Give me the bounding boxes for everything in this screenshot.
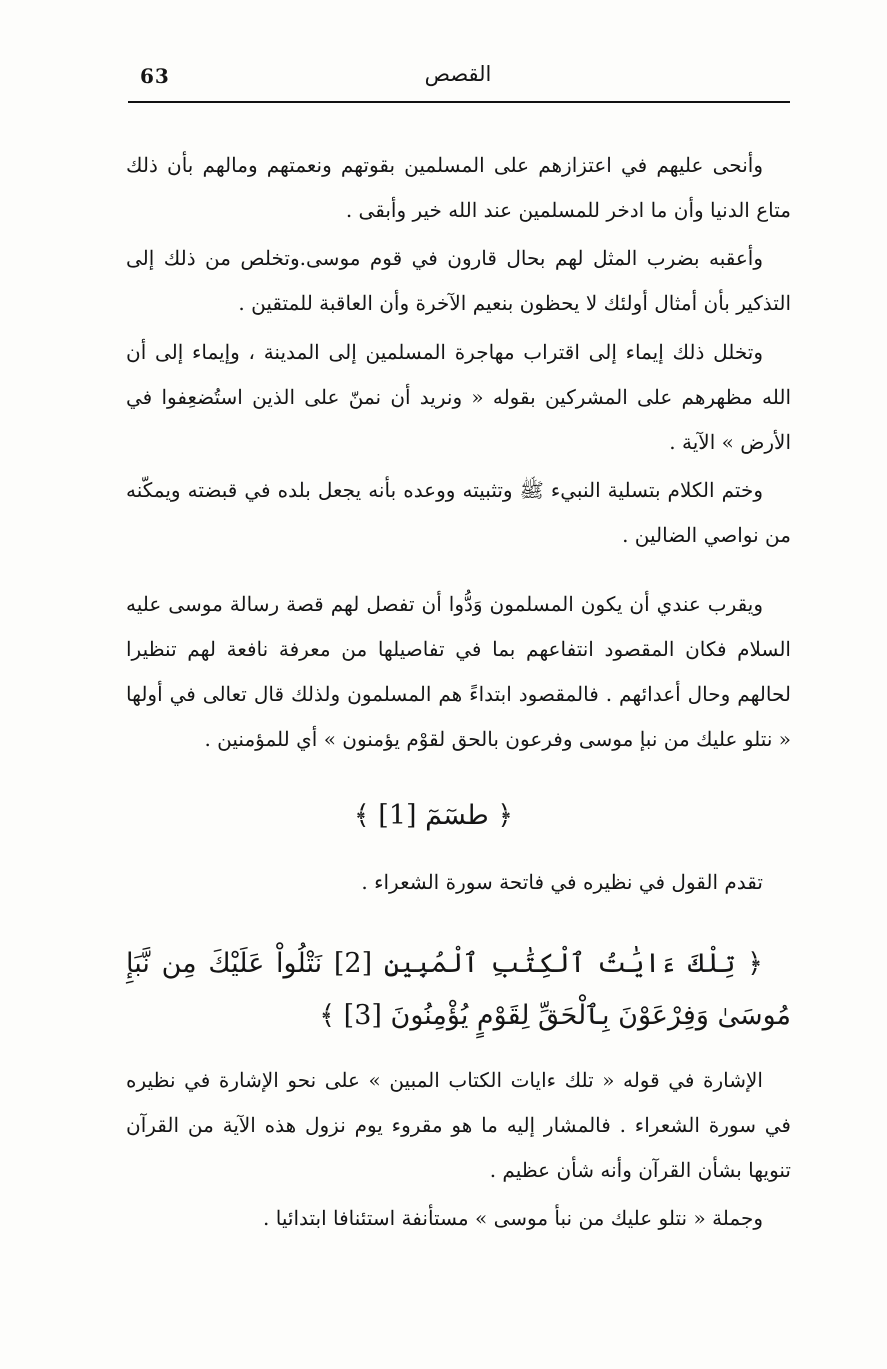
- paragraph-3: وتخلل ذلك إيماء إلى اقتراب مهاجرة المسلمين إلى المدينة ، وإيماء إلى أن الله مظهرهم على المشركين بقوله « ونريد أن نمنّ على الذين استُضعِفوا في الأرض » الآية .: [126, 340, 791, 454]
- paragraph-4: وختم الكلام بتسلية النبيء ﷺ وتثبيته ووعده بأنه يجعل بلده في قبضته ويمكّنه من نواصي الضالين .: [126, 478, 791, 547]
- verse-1: ﴿ طسٓمٓ [1] ﴾: [353, 800, 514, 831]
- paragraph-2: وأعقبه بضرب المثل لهم بحال قارون في قوم موسى.وتخلص من ذلك إلى التذكير بأن أمثال أولئك لا يحظون بنعيم الآخرة وأن العاقبة للمتقين .: [126, 246, 791, 315]
- paragraph-5: ويقرب عندي أن يكون المسلمون وَدُّوا أن تفصل لهم قصة رسالة موسى عليه السلام فكان المقصود انتفاعهم بما في تفاصيلها من معرفة نافعة لهم تنظيرا لحالهم وحال أعدائهم . فالمقصود ابتداءً هم المسلمون ولذلك قال تعالى في أولها « نتلو عليك من نبإ موسى وفرعون بالحق لقوْم يؤمنون » أي للمؤمنين .: [126, 592, 791, 751]
- paragraph-1: وأنحى عليهم في اعتزازهم على المسلمين بقوتهم ونعمتهم ومالهم بأن ذلك متاع الدنيا وأن ما ادخر للمسلمين عند الله خير وأبقى .: [126, 153, 791, 222]
- page-header: [128, 62, 788, 102]
- verse-2-3: ﴿ تِلْكَ ءَايَٰتُ ٱلْكِتَٰبِ ٱلْمُبِينِ [2] نَتْلُواْ عَلَيْكَ مِن نَّبَإِ مُوسَىٰ وَفِرْعَوْنَ بِٱلْحَقِّ لِقَوْمٍ يُؤْمِنُونَ [3] ﴾: [126, 948, 791, 1031]
- commentary-3: وجملة « نتلو عليك من نبأ موسى » مستأنفة استئنافا ابتدائيا .: [263, 1206, 763, 1230]
- commentary-2: الإشارة في قوله « تلك ءايات الكتاب المبين » على نحو الإشارة في نظيره في سورة الشعراء . فالمشار إليه ما هو مقروء يوم نزول هذه الآية من القرآن تنويها بشأن القرآن وأنه شأن عظيم .: [126, 1068, 791, 1182]
- running-title: القصص: [424, 62, 492, 86]
- commentary-1: تقدم القول في نظيره في فاتحة سورة الشعراء .: [361, 870, 763, 894]
- page-number: 63: [140, 64, 170, 88]
- header-rule: [128, 101, 790, 103]
